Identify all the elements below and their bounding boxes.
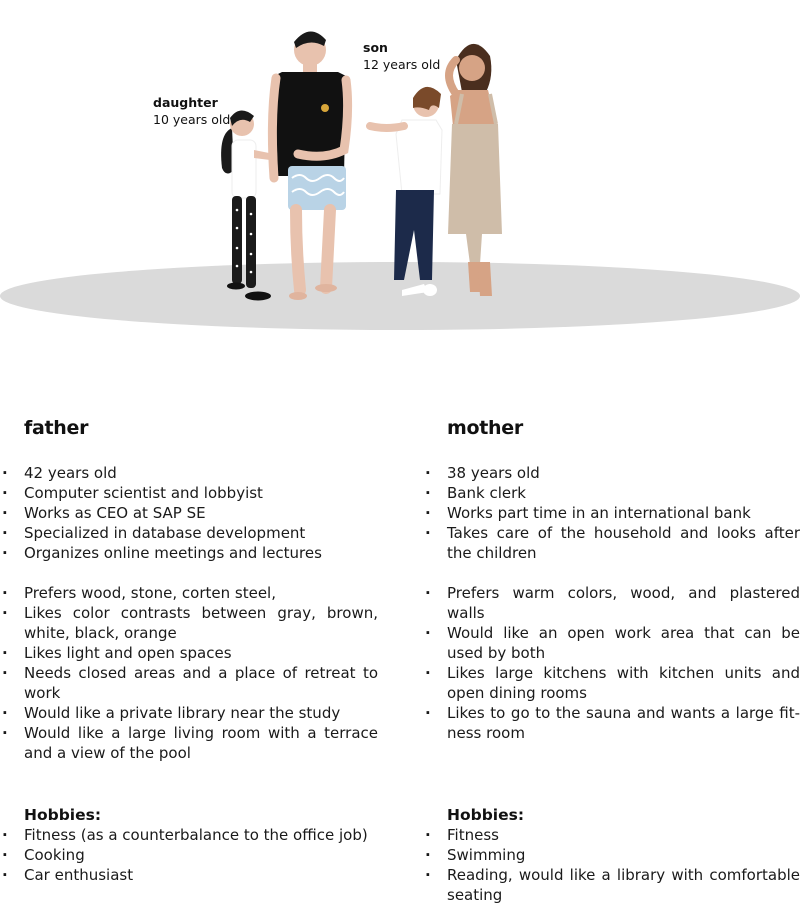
list-item: · 42 years old [0,463,378,483]
son-name: son [363,40,388,55]
mother-preferences-list [423,583,800,743]
list-item: · Prefers wood, stone, corten steel, [0,583,378,603]
list-item: · Specialized in database development [0,523,378,543]
mother-facts-list [423,463,800,563]
mother-figure [448,44,502,296]
daughter-age: 10 years old [153,112,231,127]
list-item: · Prefers warm colors, wood, and plastered walls [423,583,800,623]
father-hobbies-title: Hobbies: [24,806,102,824]
list-item: · Fitness [423,825,800,845]
list-item: · Fitness (as a counterbalance to the office job) [0,825,378,845]
father-title: father [24,417,89,439]
list-item: · Organizes online meetings and lectures [0,543,378,563]
daughter-name: daughter [153,95,218,110]
mother-column [423,414,800,905]
father-column [0,414,378,885]
list-item: · Likes color contrasts between gray, brown, white, black, orange [0,603,378,643]
list-item: · Takes care of the household and looks after the children [423,523,800,563]
father-facts-list [0,463,378,563]
list-item: · 38 years old [423,463,800,483]
son-age: 12 years old [363,57,441,72]
list-item: · Computer scientist and lobbyist [0,483,378,503]
list-item: · Likes light and open spaces [0,643,378,663]
list-item: · Likes large kitchens with kitchen units and open dining rooms [423,663,800,703]
list-item: · Would like a private library near the study [0,703,378,723]
list-item: · Car enthusiast [0,865,378,885]
father-preferences-list [0,583,378,763]
list-item: · Would like a large living room with a terrace and a view of the pool [0,723,378,763]
mother-hobbies-list [423,825,800,905]
father-figure [272,31,347,300]
daughter-label [153,94,230,128]
son-label [363,39,440,73]
mother-title: mother [447,417,523,439]
list-item: · Swimming [423,845,800,865]
list-item: · Works part time in an international bank [423,503,800,523]
list-item: · Would like an open work area that can be used by both [423,623,800,663]
list-item: · Cooking [0,845,378,865]
list-item: · Works as CEO at SAP SE [0,503,378,523]
mother-hobbies-title: Hobbies: [447,806,525,824]
list-item: · Likes to go to the sauna and wants a large fit-ness room [423,703,800,743]
father-hobbies-list [0,825,378,885]
list-item: · Needs closed areas and a place of retreat to work [0,663,378,703]
list-item: · Bank clerk [423,483,800,503]
list-item: · Reading, would like a library with comfortable seating [423,865,800,905]
